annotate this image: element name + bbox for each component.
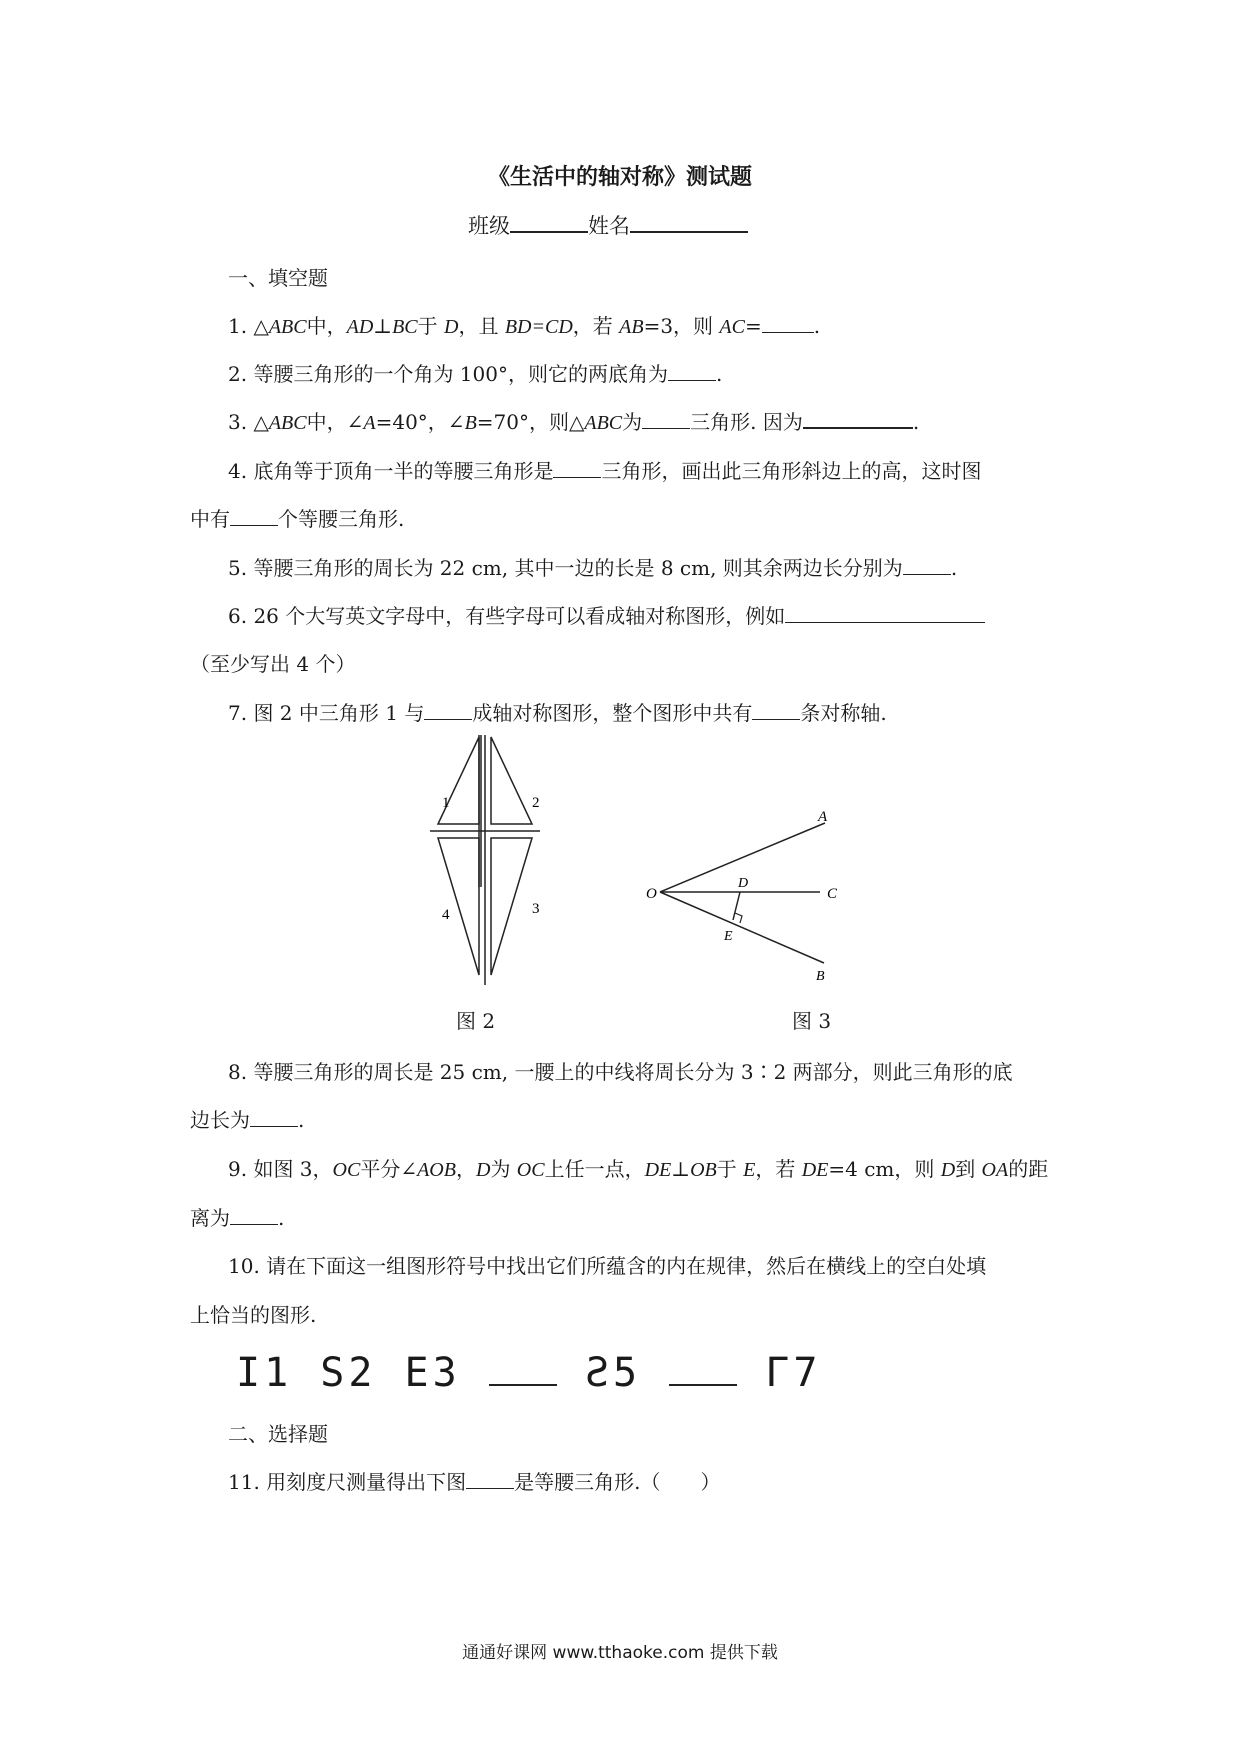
pattern-symbol-2: S2 <box>320 1350 377 1396</box>
fig3-label-D: D <box>738 876 749 891</box>
question-6-line2: （至少写出 4 个） <box>190 652 356 676</box>
pattern-symbol-3: E3 <box>404 1350 461 1396</box>
section-fill-in: 一、填空题 <box>228 266 328 290</box>
triangle-3 <box>491 838 532 975</box>
question-9-line2: 离为 . <box>190 1206 285 1230</box>
answer-blank[interactable] <box>903 556 951 575</box>
class-name-line <box>468 210 748 240</box>
pattern-symbol-4: Ƨ5 <box>584 1350 642 1396</box>
question-7: 7. 图 2 中三角形 1 与 成轴对称图形，整个图形中共有 条对称轴. <box>228 701 887 725</box>
question-3: 3. △ABC中，∠A=40°，∠B=70°，则△ABC为 三角形. 因为 . <box>228 410 920 434</box>
question-5: 5. 等腰三角形的周长为 22 cm, 其中一边的长是 8 cm, 则其余两边长分别为 . <box>228 556 958 580</box>
class-label: 班级 <box>468 214 510 238</box>
question-2: 2. 等腰三角形的一个角为 100°，则它的两底角为 . <box>228 362 723 386</box>
page-title: 《生活中的轴对称》测试题 <box>487 164 752 190</box>
question-4-line2: 中有 个等腰三角形. <box>190 507 405 531</box>
fig2-label-2: 2 <box>532 795 540 811</box>
answer-blank[interactable] <box>424 701 472 720</box>
section-multiple-choice: 二、选择题 <box>228 1422 328 1446</box>
answer-blank[interactable] <box>553 459 601 478</box>
question-10-line2: 上恰当的图形. <box>190 1303 317 1327</box>
triangle-2 <box>491 737 532 824</box>
fig3-label-A: A <box>818 809 828 825</box>
ray-OB <box>660 892 824 963</box>
fig2-label-3: 3 <box>532 901 540 917</box>
answer-blank[interactable] <box>642 410 690 429</box>
fig2-label-4: 4 <box>442 907 450 923</box>
fig3-label-O: O <box>646 886 657 902</box>
symbol-pattern <box>236 1350 821 1396</box>
fig3-label-C: C <box>827 886 838 902</box>
answer-blank[interactable] <box>762 314 814 333</box>
figure-3 <box>640 800 850 995</box>
question-4-line1: 4. 底角等于顶角一半的等腰三角形是 三角形，画出此三角形斜边上的高，这时图 <box>228 459 982 483</box>
pattern-symbol-5: Γ7 <box>765 1350 822 1396</box>
figure-2-caption: 图 2 <box>456 1009 496 1033</box>
fig3-label-E: E <box>724 929 733 944</box>
answer-blank[interactable] <box>803 409 913 429</box>
name-blank[interactable] <box>630 211 748 233</box>
class-blank[interactable] <box>510 211 588 233</box>
page-footer: 通通好课网 www.tthaoke.com 提供下载 <box>462 1643 778 1663</box>
segment-DE <box>733 892 740 920</box>
question-10-line1: 10. 请在下面这一组图形符号中找出它们所蕴含的内在规律，然后在横线上的空白处填 <box>228 1254 987 1278</box>
figure-3-caption: 图 3 <box>792 1009 832 1033</box>
fig2-label-1: 1 <box>442 795 450 811</box>
right-angle-mark <box>735 913 742 923</box>
fig3-label-B: B <box>816 969 825 984</box>
question-9-line1: 9. 如图 3，OC平分∠AOB，D为 OC上任一点，DE⊥OB于 E，若 DE=4 cm，则 D到 OA的距 <box>228 1157 1049 1181</box>
answer-blank[interactable] <box>466 1470 514 1489</box>
answer-blank[interactable] <box>668 362 716 381</box>
pattern-blank-2[interactable] <box>669 1352 737 1386</box>
answer-blank[interactable] <box>250 1108 298 1127</box>
answer-blank[interactable] <box>785 604 985 623</box>
question-8-line1: 8. 等腰三角形的周长是 25 cm, 一腰上的中线将周长分为 3∶2 两部分，则此三角形的底 <box>228 1060 1013 1084</box>
figure-2 <box>420 735 560 995</box>
answer-blank[interactable] <box>752 701 800 720</box>
question-1: 1. △ABC中，AD⊥BC于 D，且 BD=CD，若 AB=3，则 AC= . <box>228 314 821 338</box>
question-11: 11. 用刻度尺测量得出下图 是等腰三角形.（ ） <box>228 1470 721 1494</box>
pattern-blank-1[interactable] <box>489 1352 557 1386</box>
answer-blank[interactable] <box>230 507 278 526</box>
question-6-line1: 6. 26 个大写英文字母中，有些字母可以看成轴对称图形，例如 <box>228 600 985 629</box>
name-label: 姓名 <box>588 214 630 238</box>
pattern-symbol-1: I1 <box>236 1350 293 1396</box>
answer-blank[interactable] <box>230 1206 278 1225</box>
question-8-line2: 边长为 . <box>190 1108 305 1132</box>
